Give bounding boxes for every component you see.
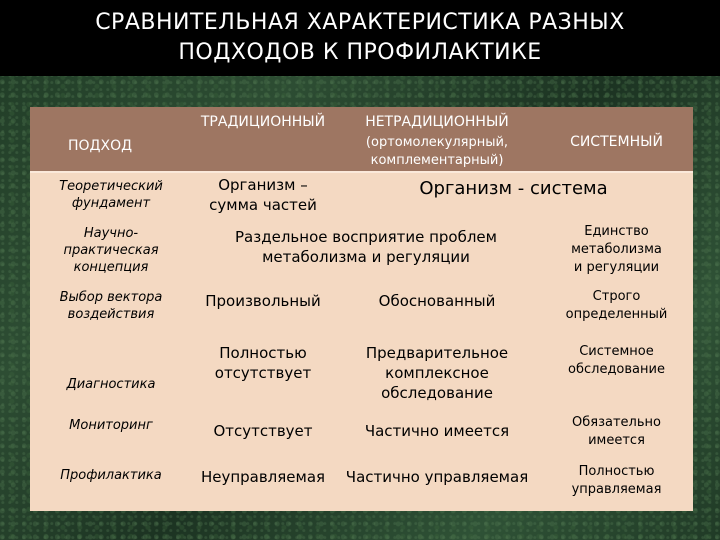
cell-theory-merged: Организм - система [419, 178, 608, 199]
cell-theory-traditional: Организм – сумма частей [209, 176, 317, 214]
cell-monitoring-nontraditional: Частично имеется [364, 422, 510, 440]
header-systemic [540, 107, 693, 171]
cell-monitoring-systemic: Обязательно имеется [572, 415, 661, 448]
header-systemic-label: СИСТЕМНЫЙ [570, 134, 663, 150]
header-divider [30, 171, 693, 173]
row-label-monitoring: Мониторинг [30, 409, 192, 455]
cell-diagnostics-traditional: Полностью отсутствует [214, 344, 312, 382]
row-label-concept: Научно- практическая концепция [30, 219, 192, 281]
row-label-prevention: Профилактика [30, 455, 192, 511]
page-title: СРАВНИТЕЛЬНАЯ ХАРАКТЕРИСТИКА РАЗНЫХ ПОДХОДОВ К ПРОФИЛАКТИКЕ [95, 10, 625, 65]
header-nontraditional-sub: (ортомолекулярный, комплементарный) [365, 135, 509, 168]
cell-diagnostics-systemic: Системное обследование [568, 344, 665, 377]
cell-prevention-nontraditional: Частично управляемая [345, 468, 529, 486]
header-nontraditional-label: НЕТРАДИЦИОННЫЙ [365, 114, 509, 130]
cell-vector-traditional: Произвольный [205, 292, 321, 310]
comparison-table [30, 107, 693, 511]
header-traditional-label: ТРАДИЦИОННЫЙ [200, 114, 326, 130]
header-nontraditional [334, 107, 540, 171]
header-traditional [192, 107, 334, 171]
header-approach [30, 107, 192, 171]
cell-vector-systemic: Строго определенный [565, 289, 668, 322]
title-bar [0, 0, 720, 76]
cell-prevention-systemic: Полностью управляемая [571, 464, 662, 497]
cell-vector-nontraditional: Обоснованный [378, 292, 496, 310]
cell-monitoring-traditional: Отсутствует [213, 422, 313, 440]
cell-prevention-traditional: Неуправляемая [200, 468, 326, 486]
row-label-theory: Теоретический фундамент [30, 171, 192, 219]
cell-concept-systemic: Единство метаболизма и регуляции [571, 224, 662, 275]
cell-diagnostics-nontraditional: Предварительное комплексное обследование [365, 344, 509, 402]
cell-concept-merged: Раздельное восприятие проблем метаболизма и регуляции [235, 228, 497, 266]
row-label-diagnostics: Диагностика [30, 331, 192, 409]
header-approach-label: ПОДХОД [68, 138, 133, 154]
row-label-vector: Выбор вектора воздействия [30, 281, 192, 331]
